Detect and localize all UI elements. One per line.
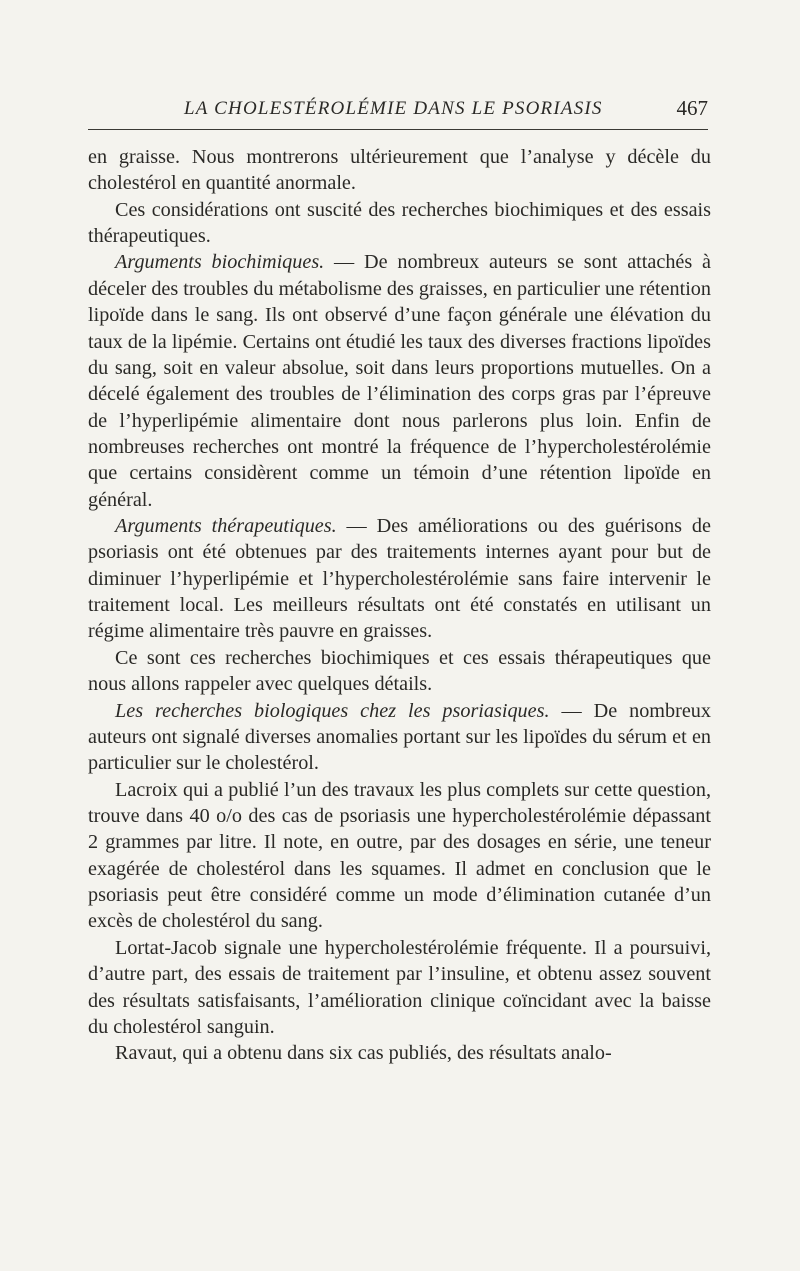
paragraph-ravaut: Ravaut, qui a obtenu dans six cas publiés, des résultats analo- [115,1042,612,1065]
section-lead: Arguments biochimiques. [115,251,325,274]
header-rule [88,129,708,130]
paragraph: en graisse. Nous montrerons ultérieurement que l’analyse y décèle du cholestérol en quantité anormale. [88,146,711,195]
running-header [88,90,708,130]
paragraph: Ce sont ces recherches biochimiques et ces essais thérapeutiques que nous allons rappeler avec quelques détails. [88,646,711,696]
section-lead: Les recherches biologiques chez les psoriasiques. [115,699,550,722]
paragraph-lortat-jacob: Lortat-Jacob signale une hypercholestérolémie fréquente. Il a poursuivi, d’autre part, des essais de traitement par l’insuline, et obtenu assez souvent des résultats satisfaisants, l’amélioration clinique coïncidant avec la baisse du cholestérol sanguin. [88,936,711,1038]
section-lead: Arguments thérapeutiques. [115,515,337,538]
paragraph-arguments-biochimiques: Arguments biochimiques. — De nombreux auteurs se sont attachés à déceler des troubles du métabolisme des graisses, en particulier une rétention lipoïde dans le sang. Ils ont observé d’une façon générale une élévation du taux de la lipémie. Certains ont étudié les taux des diverses fractions lipoïdes du sang, soit en valeur absolue, soit dans leurs proportions mutuelles. On a décelé également des troubles de l’élimination des corps gras par l’épreuve de l’hyperlipémie alimentaire dont nous parlerons plus loin. Enfin de nombreuses recherches ont montré la fréquence de l’hypercholestérolémie que certains considèrent comme un témoin d’une rétention lipoïde en général. [88,251,711,511]
paragraph: Ces considérations ont suscité des recherches biochimiques et des essais thérapeutiques. [88,198,711,248]
header-title: LA CHOLESTÉROLÉMIE DANS LE PSORIASIS [184,98,603,119]
paragraph-arguments-therapeutiques: Arguments thérapeutiques. — Des améliorations ou des guérisons de psoriasis ont été obtenues par des traitements internes ayant pour but de diminuer l’hyperlipémie et l’hypercholestérolémie sans faire intervenir le traitement local. Les meilleurs résultats ont été constatés en utilisant un régime alimentaire très pauvre en graisses. [88,515,711,643]
paragraph-lacroix: Lacroix qui a publié l’un des travaux les plus complets sur cette question, trouve dans 40 o/o des cas de psoriasis une hypercholestérolémie dépassant 2 grammes par litre. Il note, en outre, par des dosages en série, une teneur exagérée de cholestérol dans les squames. Il admet en conclusion que le psoriasis peut être considéré comme un mode d’élimination cutanée d’un excès de cholestérol du sang. [88,778,711,933]
paragraph-recherches-biologiques: Les recherches biologiques chez les psoriasiques. — De nombreux auteurs ont signalé diverses anomalies portant sur les lipoïdes du sérum et en particulier sur le cholestérol. [88,699,711,775]
page-number: 467 [676,96,708,120]
body-text [88,144,711,1067]
